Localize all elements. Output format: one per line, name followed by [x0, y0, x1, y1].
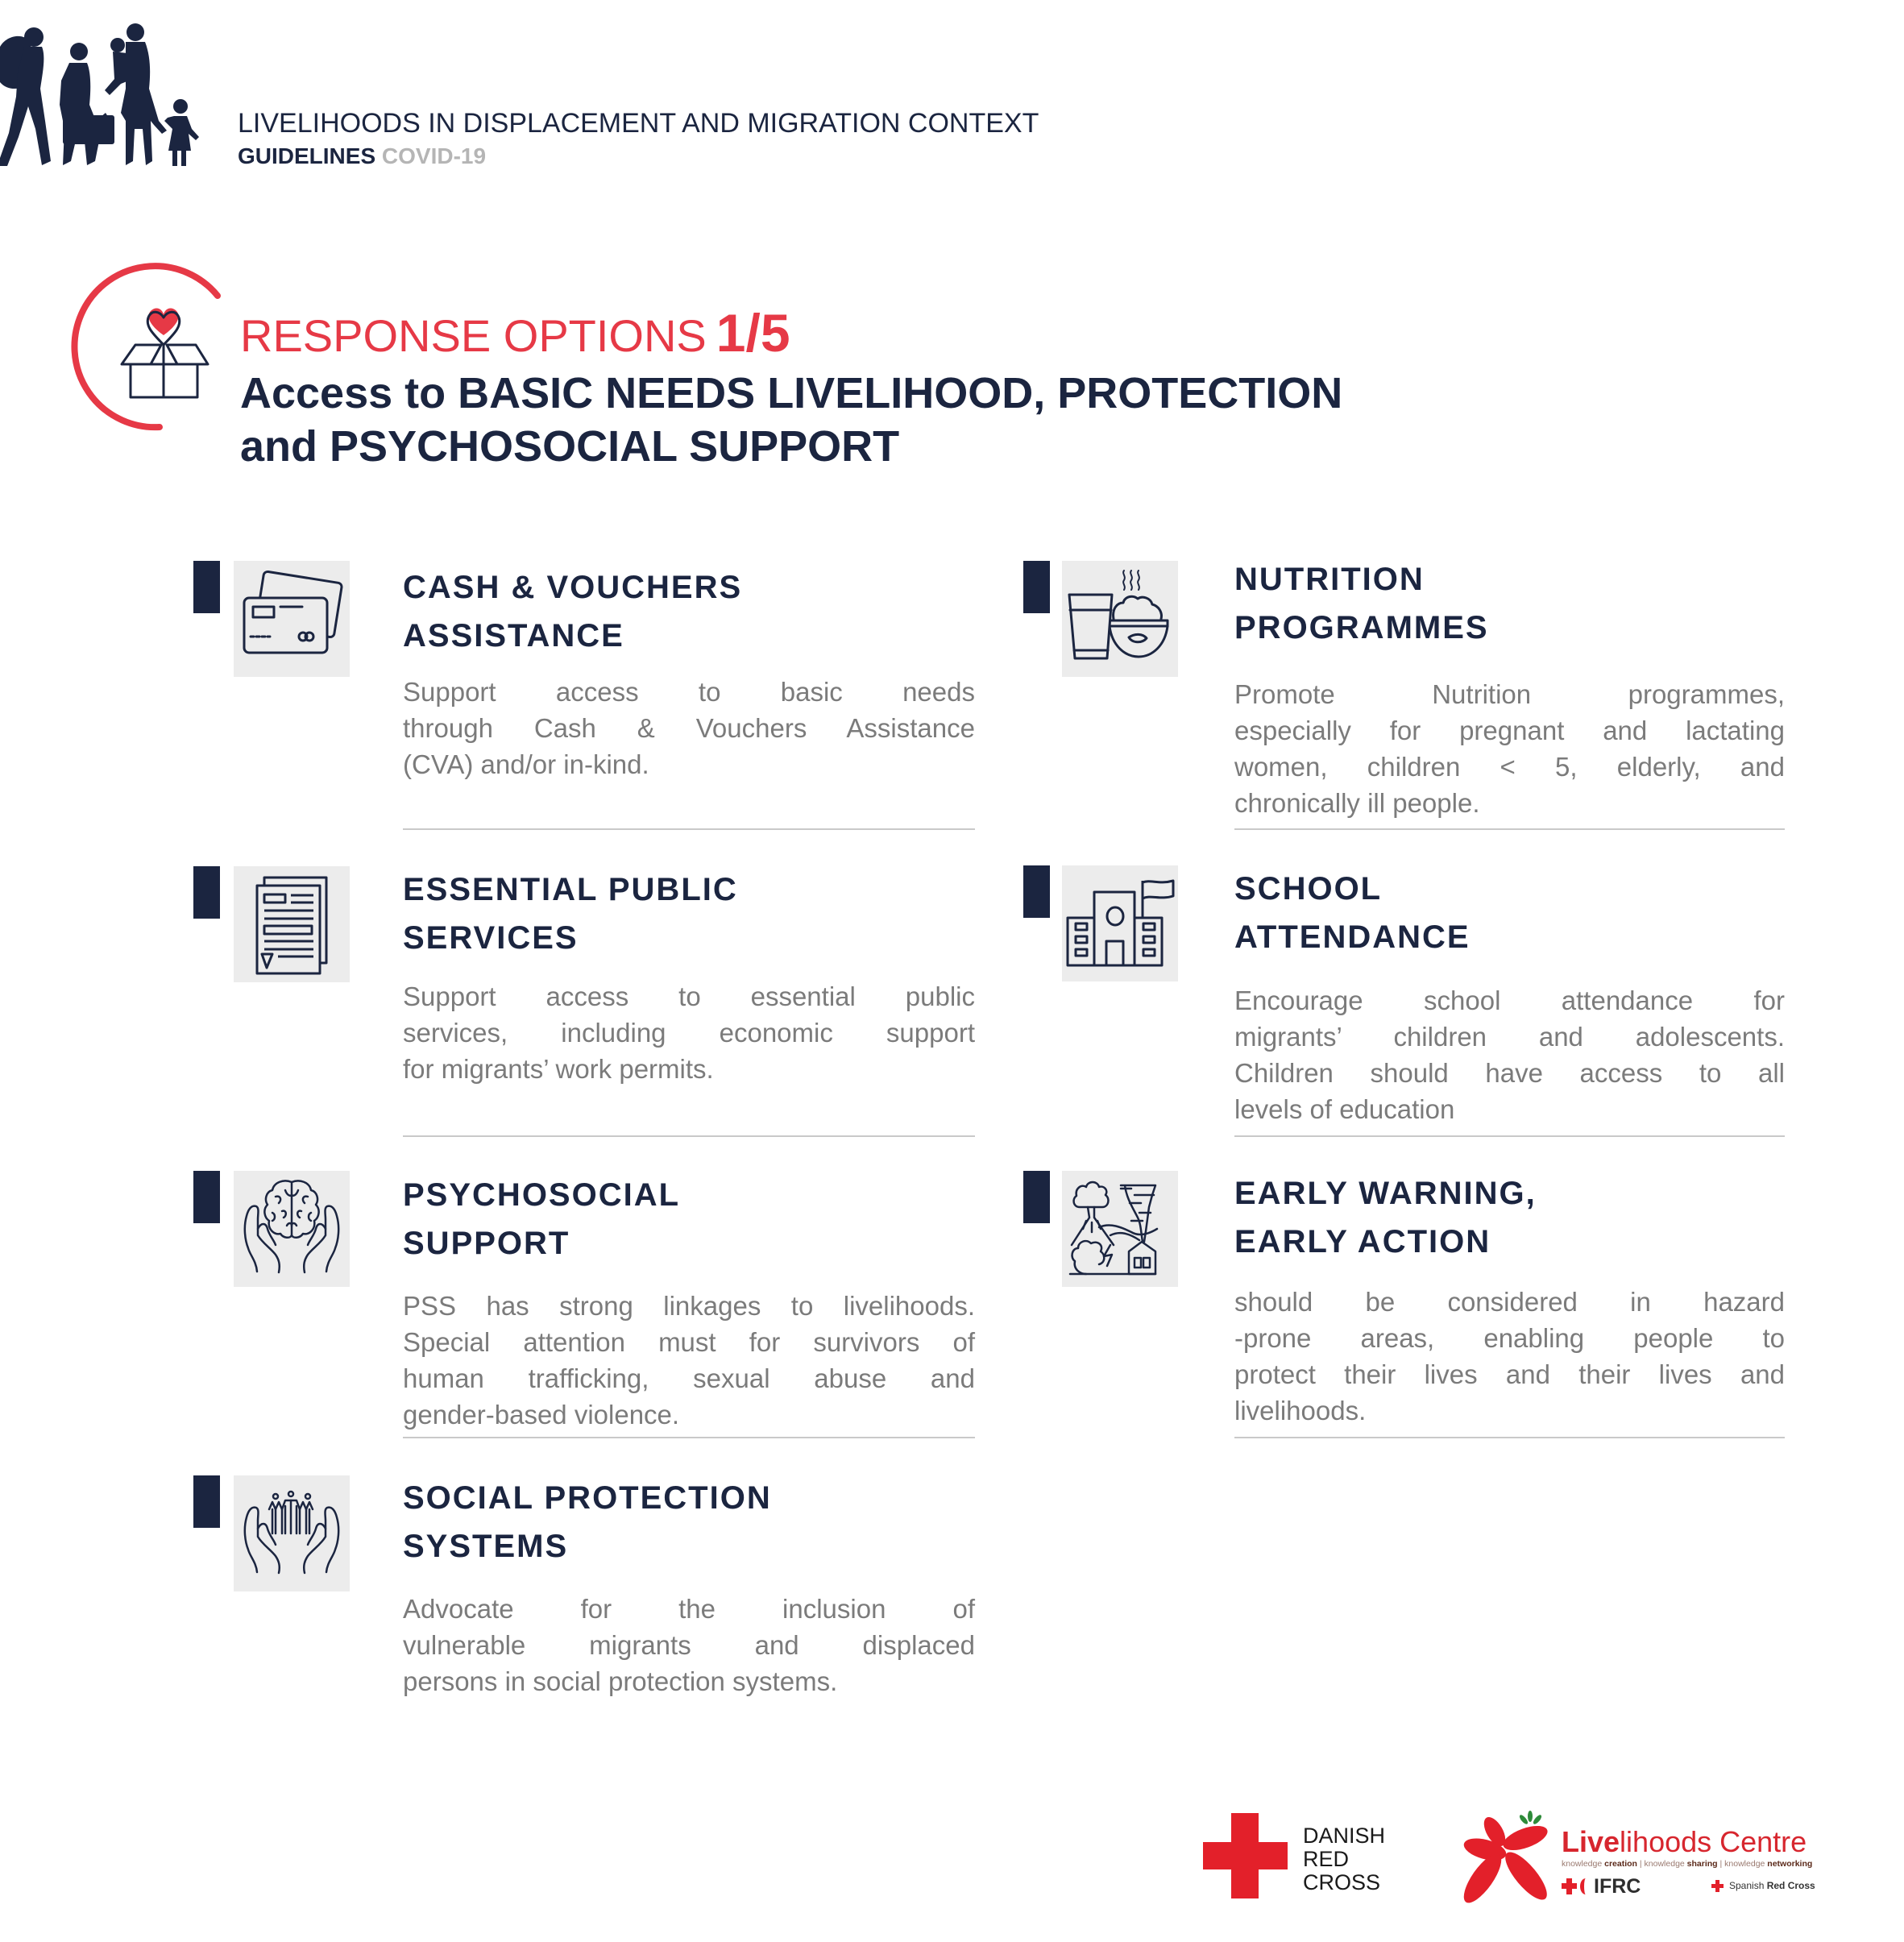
text-line: CROSS — [1303, 1870, 1381, 1894]
card-icon-tile — [234, 561, 350, 677]
text-line: Advocate for the inclusion of — [403, 1594, 975, 1624]
text-line: PSYCHOSOCIAL — [403, 1177, 681, 1213]
card-icon-tile — [234, 866, 350, 982]
subtitle-covid: COVID-19 — [381, 143, 487, 168]
text-line: vulnerable migrants and displaced — [403, 1630, 975, 1660]
text-line: protect their lives and their lives and — [1234, 1359, 1785, 1389]
text-line: human trafficking, sexual abuse and — [403, 1363, 975, 1393]
text-line: for migrants’ work permits. — [403, 1054, 714, 1084]
text-line: gender-based violence. — [403, 1400, 680, 1430]
section-heading-line-1: Access to BASIC NEEDS LIVELIHOOD, PROTECTION — [240, 369, 1343, 417]
response-options-label — [240, 303, 790, 363]
text-line: EARLY ACTION — [1234, 1224, 1491, 1259]
text-line: chronically ill people. — [1234, 788, 1480, 818]
card-marker — [193, 561, 220, 613]
tagline-part: creation — [1604, 1859, 1637, 1869]
text-line: -prone areas, enabling people to — [1234, 1323, 1785, 1353]
card-title — [403, 865, 738, 962]
card-icon-tile — [234, 1475, 350, 1591]
natural-hazards-icon — [1062, 1171, 1178, 1287]
publication-subtitle — [238, 143, 486, 169]
card-title — [1234, 555, 1489, 652]
livelihoods-centre-tagline — [1562, 1859, 1812, 1869]
card-marker — [1023, 865, 1050, 918]
food-bowl-glass-icon — [1062, 561, 1178, 677]
response-options-number: 1/5 — [716, 303, 790, 363]
card-title — [1234, 865, 1471, 961]
text-line: Special attention must for survivors of — [403, 1327, 975, 1357]
subtitle-guidelines: GUIDELINES — [238, 143, 376, 168]
card-description — [403, 1591, 975, 1699]
card-icon-tile — [1062, 865, 1178, 981]
card-essential-public-services — [193, 866, 991, 1189]
wordmark-lihoods-centre: lihoods Centre — [1620, 1825, 1807, 1858]
card-divider — [403, 828, 975, 830]
spanish-red-cross-bold: Red Cross — [1766, 1880, 1815, 1891]
text-line: NUTRITION — [1234, 562, 1425, 597]
card-title — [403, 1474, 772, 1571]
text-line: livelihoods. — [1234, 1396, 1367, 1425]
card-marker — [1023, 561, 1050, 613]
card-divider — [1234, 828, 1785, 830]
text-line: ATTENDANCE — [1234, 919, 1471, 955]
card-icon-tile — [1062, 1171, 1178, 1287]
card-title — [403, 563, 742, 660]
text-line: Support access to basic needs — [403, 677, 975, 707]
card-icon-tile — [1062, 561, 1178, 677]
card-psychosocial-support — [193, 1171, 991, 1493]
spanish-red-cross-wordmark — [1729, 1880, 1815, 1892]
card-divider — [403, 1437, 975, 1438]
text-line: should be considered in hazard — [1234, 1287, 1785, 1317]
text-line: SERVICES — [403, 920, 579, 956]
text-line: ASSISTANCE — [403, 618, 624, 654]
ifrc-cross-icon-bar — [1562, 1883, 1577, 1889]
text-line: women, children < 5, elderly, and — [1234, 752, 1785, 782]
card-description — [403, 978, 975, 1087]
section-heading-line-2: and PSYCHOSOCIAL SUPPORT — [240, 422, 900, 471]
text-line: Children should have access to all — [1234, 1058, 1785, 1088]
card-nutrition-programmes — [1023, 561, 1821, 883]
text-line: CASH & VOUCHERS — [403, 570, 743, 605]
card-description — [1234, 1284, 1785, 1429]
red-cross-emblem-horizontal — [1203, 1842, 1288, 1869]
tagline-part: sharing — [1686, 1859, 1718, 1869]
text-line: Promote Nutrition programmes, — [1234, 679, 1785, 709]
text-line: EARLY WARNING, — [1234, 1176, 1537, 1211]
gift-box-heart-icon — [64, 258, 258, 443]
text-line: migrants’ children and adolescents. — [1234, 1022, 1785, 1052]
text-line: PROGRAMMES — [1234, 610, 1489, 645]
text-line: SCHOOL — [1234, 871, 1383, 907]
school-building-icon — [1062, 865, 1178, 981]
card-marker — [193, 1171, 220, 1223]
card-divider — [403, 1135, 975, 1137]
card-title — [1234, 1169, 1537, 1266]
danish-red-cross-wordmark — [1303, 1824, 1385, 1894]
card-early-warning-early-action — [1023, 1171, 1821, 1493]
card-marker — [193, 1475, 220, 1528]
tagline-part: | knowledge — [1717, 1859, 1768, 1869]
tagline-part: knowledge — [1562, 1859, 1605, 1869]
text-line: Support access to essential public — [403, 981, 975, 1011]
spanish-red-cross-light: Spanish — [1729, 1880, 1767, 1891]
text-line: Encourage school attendance for — [1234, 986, 1785, 1015]
text-line: SOCIAL PROTECTION — [403, 1480, 772, 1516]
text-line: through Cash & Vouchers Assistance — [403, 713, 975, 743]
card-cash-vouchers-assistance — [193, 561, 991, 883]
brain-in-hands-icon — [234, 1171, 350, 1287]
migrant-family-silhouette — [0, 0, 206, 171]
text-line: levels of education — [1234, 1094, 1455, 1124]
card-description — [1234, 982, 1785, 1127]
card-divider — [1234, 1135, 1785, 1137]
card-title — [403, 1171, 680, 1268]
ifrc-wordmark: IFRC — [1594, 1875, 1641, 1898]
text-line: services, including economic support — [403, 1018, 975, 1048]
text-line: DANISH — [1303, 1824, 1386, 1848]
text-line: SUPPORT — [403, 1226, 570, 1261]
card-description — [403, 1288, 975, 1433]
text-line: especially for pregnant and lactating — [1234, 716, 1785, 745]
livelihoods-flower-icon — [1460, 1808, 1557, 1905]
card-description — [403, 674, 975, 782]
card-description — [1234, 676, 1785, 821]
credit-cards-icon — [234, 561, 350, 677]
livelihoods-centre-wordmark — [1562, 1826, 1807, 1858]
card-school-attendance — [1023, 865, 1821, 1188]
text-line: persons in social protection systems. — [403, 1666, 838, 1696]
text-line: PSS has strong linkages to livelihoods. — [403, 1291, 975, 1321]
text-line: (CVA) and/or in-kind. — [403, 749, 649, 779]
spanish-red-cross-icon-bar — [1711, 1884, 1724, 1888]
publication-title: LIVELIHOODS IN DISPLACEMENT AND MIGRATION CONTEXT — [238, 108, 1039, 139]
response-options-text: RESPONSE OPTIONS — [240, 310, 707, 361]
card-marker — [1023, 1171, 1050, 1223]
tagline-part: networking — [1767, 1859, 1813, 1869]
card-icon-tile — [234, 1171, 350, 1287]
card-marker — [193, 866, 220, 919]
card-divider — [1234, 1437, 1785, 1438]
card-social-protection-systems — [193, 1475, 991, 1798]
ifrc-crescent-icon — [1580, 1878, 1591, 1894]
people-in-hands-icon — [234, 1475, 350, 1591]
documents-icon — [234, 866, 350, 982]
tagline-part: | knowledge — [1636, 1859, 1687, 1869]
wordmark-live: Live — [1562, 1825, 1620, 1858]
text-line: SYSTEMS — [403, 1529, 569, 1564]
text-line: ESSENTIAL PUBLIC — [403, 872, 738, 907]
text-line: RED — [1303, 1847, 1350, 1871]
